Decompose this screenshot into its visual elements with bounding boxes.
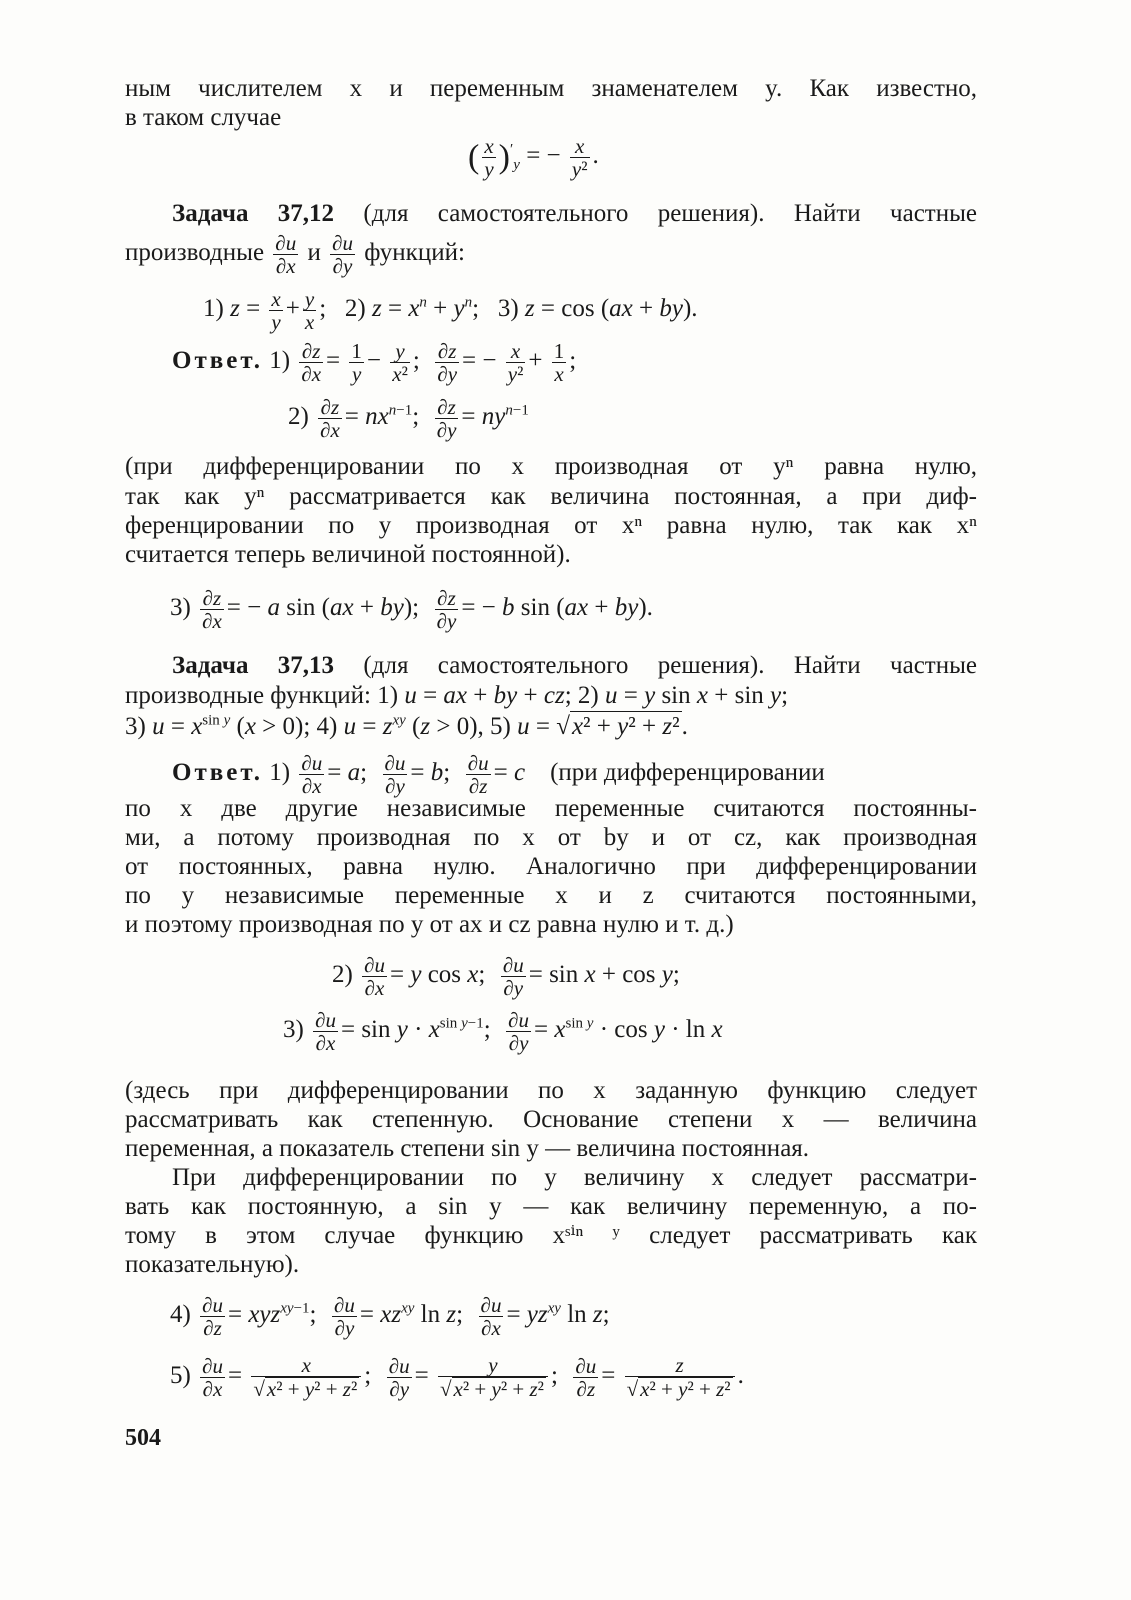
- task-37-13-heading: [172, 651, 977, 681]
- answer-37-13-part4: 4) $\frac{\partial u}{\partial z}$ = xyz$^{xy-1}$; $\frac{\partial u}{\partial y}$ = $xz^{xy}$ ln z; $\frac{\partial u}{\partial x}$ = $yz^{xy}$ ln z;: [170, 1292, 610, 1340]
- answer-37-13-part5: 5) $\frac{\partial u}{\partial x}$ = $\frac{x}{\text{√x² + y² + z²}}$ ; $\frac{\partial u}{\partial y}$ = $\frac{y}{\text{√x² + y² + z²}}$ ; $\frac{\partial u}{\partial z}$ = $\frac{z}{\text{√x² + y² + z²}}$ .: [170, 1353, 744, 1402]
- page-number: 504: [125, 1425, 161, 1451]
- text-line: по x две другие независимые переменные считаются постоянны-: [125, 795, 977, 822]
- text-line: показательную).: [125, 1251, 300, 1278]
- text-line: так как yⁿ рассматривается как величина постоянная, а при диф-: [125, 483, 977, 510]
- text-line: рассматривать как степенную. Основание степени x — величина: [125, 1106, 977, 1133]
- task-37-12-heading: [172, 199, 977, 229]
- text-line: в таком случае: [125, 104, 282, 131]
- task-text: (для самостоятельного решения). Найти частные: [363, 200, 978, 227]
- text-line: ми, а потому производная по x от by и от cz, как производная: [125, 824, 977, 851]
- text-line: и поэтому производная по y от ax и cz равна нулю и т. д.): [125, 911, 734, 938]
- formula-quotient-derivative: ( $\frac{x}{y}$ )$'_y$ = − $\frac{x}{\text{y²}}$ .: [468, 133, 599, 181]
- text-line: от постоянных, равна нулю. Аналогично при дифференцировании: [125, 853, 977, 880]
- text-segment: (при дифференцировании: [550, 759, 825, 786]
- task-37-13-line2: производные функций: 1) u = ax + by + cz; 2) u = y sin x + sin y;: [125, 682, 789, 709]
- text-line: При дифференцировании по y величину x следует рассматри-: [172, 1164, 977, 1191]
- answer-37-13-part1: Ответ. 1) $\frac{\partial u}{\partial x}$ = a; $\frac{\partial u}{\partial y}$ = b; $\frac{\partial u}{\partial z}$ = c (при дифференцировании: [172, 750, 825, 798]
- answer-37-12-part3: 3) $\frac{\partial z}{\partial x}$ = − a sin (ax + by); $\frac{\partial z}{\partial y}$ = − b sin (ax + by).: [170, 585, 653, 633]
- text-segment: производные функций:: [125, 682, 371, 709]
- task-text: (для самостоятельного решения). Найти частные: [363, 652, 978, 679]
- text-line: переменная, а показатель степени sin y — величина постоянная.: [125, 1135, 810, 1162]
- text-line: ным числителем x и переменным знаменателем y. Как известно,: [125, 75, 977, 102]
- answer-37-12-part2: 2) $\frac{\partial z}{\partial x}$ = $nx^{n-1}$; $\frac{\partial z}{\partial y}$ = $ny^{n-1}$: [288, 394, 529, 442]
- text-line: по y независимые переменные x и z считаются постоянными,: [125, 882, 977, 909]
- answer-label: Ответ.: [172, 759, 263, 786]
- text-line: считается теперь величиной постоянной).: [125, 541, 571, 568]
- text-segment: функций:: [364, 239, 465, 266]
- text-line: ференцировании по y производная от xⁿ равна нулю, так как xⁿ: [125, 512, 977, 539]
- answer-label: Ответ.: [172, 347, 263, 374]
- answer-37-13-part2: 2) $\frac{\partial u}{\partial x}$ = y cos x; $\frac{\partial u}{\partial y}$ = sin x + cos y;: [332, 952, 680, 1000]
- formula-task-37-12-functions: 1) z = $\frac{x}{y}$ + $\frac{y}{x}$ ; 2) $z = x^n + y^n$; 3) z = cos (ax + by).: [203, 286, 698, 334]
- text-segment: и: [307, 239, 321, 266]
- task-label: Задача 37,13: [172, 652, 335, 679]
- task-37-12-line2: производные $\frac{\partial u}{\partial x}$ и $\frac{\partial u}{\partial y}$ функций:: [125, 230, 465, 278]
- answer-37-13-part3: 3) $\frac{\partial u}{\partial x}$ = $\sin y \cdot x^{sin y-1}$; $\frac{\partial u}{\partial y}$ = $x^{sin y} \cdot \cos y \cdot \ln x$: [283, 1007, 723, 1055]
- task-label: Задача 37,12: [172, 200, 335, 227]
- text-line: (здесь при дифференцировании по x заданную функцию следует: [125, 1077, 977, 1104]
- text-line: (при дифференцировании по x производная от yⁿ равна нулю,: [125, 453, 977, 480]
- text-line: вать как постоянную, а sin y — как величину переменную, а по-: [125, 1193, 977, 1220]
- answer-37-12-part1: Ответ. 1) $\frac{\partial z}{\partial x}$ = $\frac{1}{y}$ − $\frac{y}{\text{x²}}$ ; $\frac{\partial z}{\partial y}$ = − $\frac{x}{\text{y²}}$ + $\frac{1}{x}$ ;: [172, 338, 577, 386]
- text-line: тому в этом случае функцию xˢⁱⁿ ʸ следует рассматривать как: [125, 1222, 977, 1249]
- text-segment: производные: [125, 239, 265, 266]
- task-37-13-line3: 3) $u = x^{sin y}$ (x > 0); 4) $u = z^{xy}$ (z > 0), 5) u = √x² + y² + z².: [125, 712, 688, 740]
